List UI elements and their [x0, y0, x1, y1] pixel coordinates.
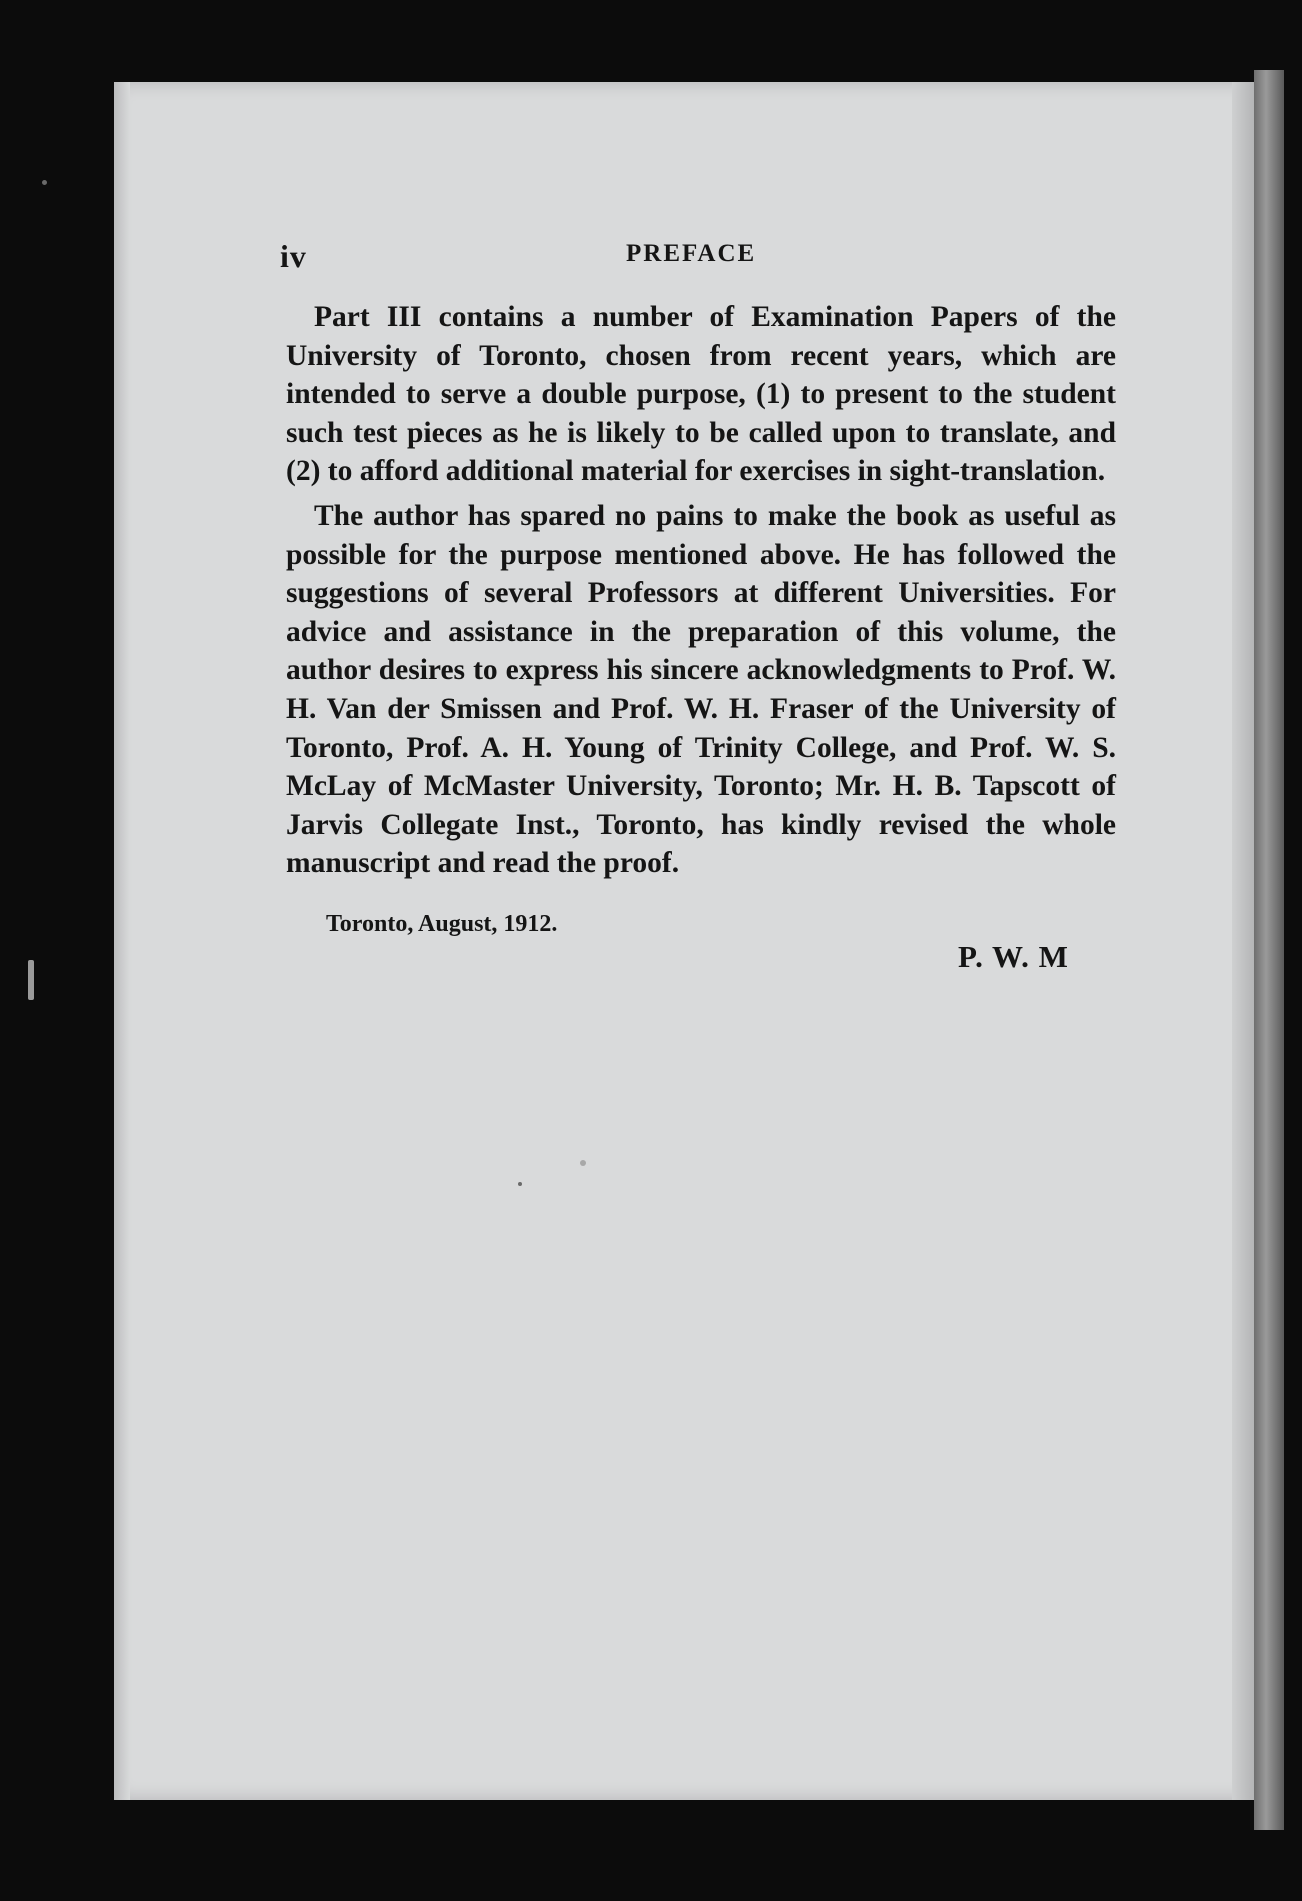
author-initials: P. W. M: [958, 938, 1069, 974]
preface-paragraph-2: The author has spared no pains to make the book as useful as possible for the purpose mentioned above. He has followed the suggestions of several Professors at different Universities. For advice and assistance in the preparation of this volume, the author desires to express his sincere acknowledgments to Prof. W. H. Van der Smissen and Prof. W. H. Fraser of the University of Toronto, Prof. A. H. Young of Trinity College, and Prof. W. S. McLay of McMaster University, Toronto; Mr. H. B. Tapscott of Jarvis Collegate Inst., Toronto, has kindly revised the whole manuscript and read the proof.: [286, 499, 1116, 880]
page-number: iv: [280, 238, 307, 274]
page-text: [280, 238, 1116, 985]
scan-speck: [28, 960, 34, 1000]
signoff: [286, 905, 1116, 985]
section-title: PREFACE: [626, 240, 757, 267]
scan-speck: [580, 1160, 586, 1166]
place-date-line: Toronto, August, 1912.: [326, 910, 558, 937]
page-left-edge: [114, 82, 130, 1800]
scan-speck: [518, 1182, 522, 1186]
scan-speck: [42, 180, 47, 185]
preface-paragraph-1: Part III contains a number of Examination Papers of the University of Toronto, chosen from recent years, which are intended to serve a double purpose, (1) to present to the student such test pieces as he is likely to be called upon to translate, and (2) to afford additional material for exercises in sight-translation.: [286, 301, 1116, 488]
page-gutter-shadow: [1232, 82, 1254, 1800]
running-head: [280, 238, 1116, 278]
book-spine-edge: [1254, 70, 1284, 1830]
